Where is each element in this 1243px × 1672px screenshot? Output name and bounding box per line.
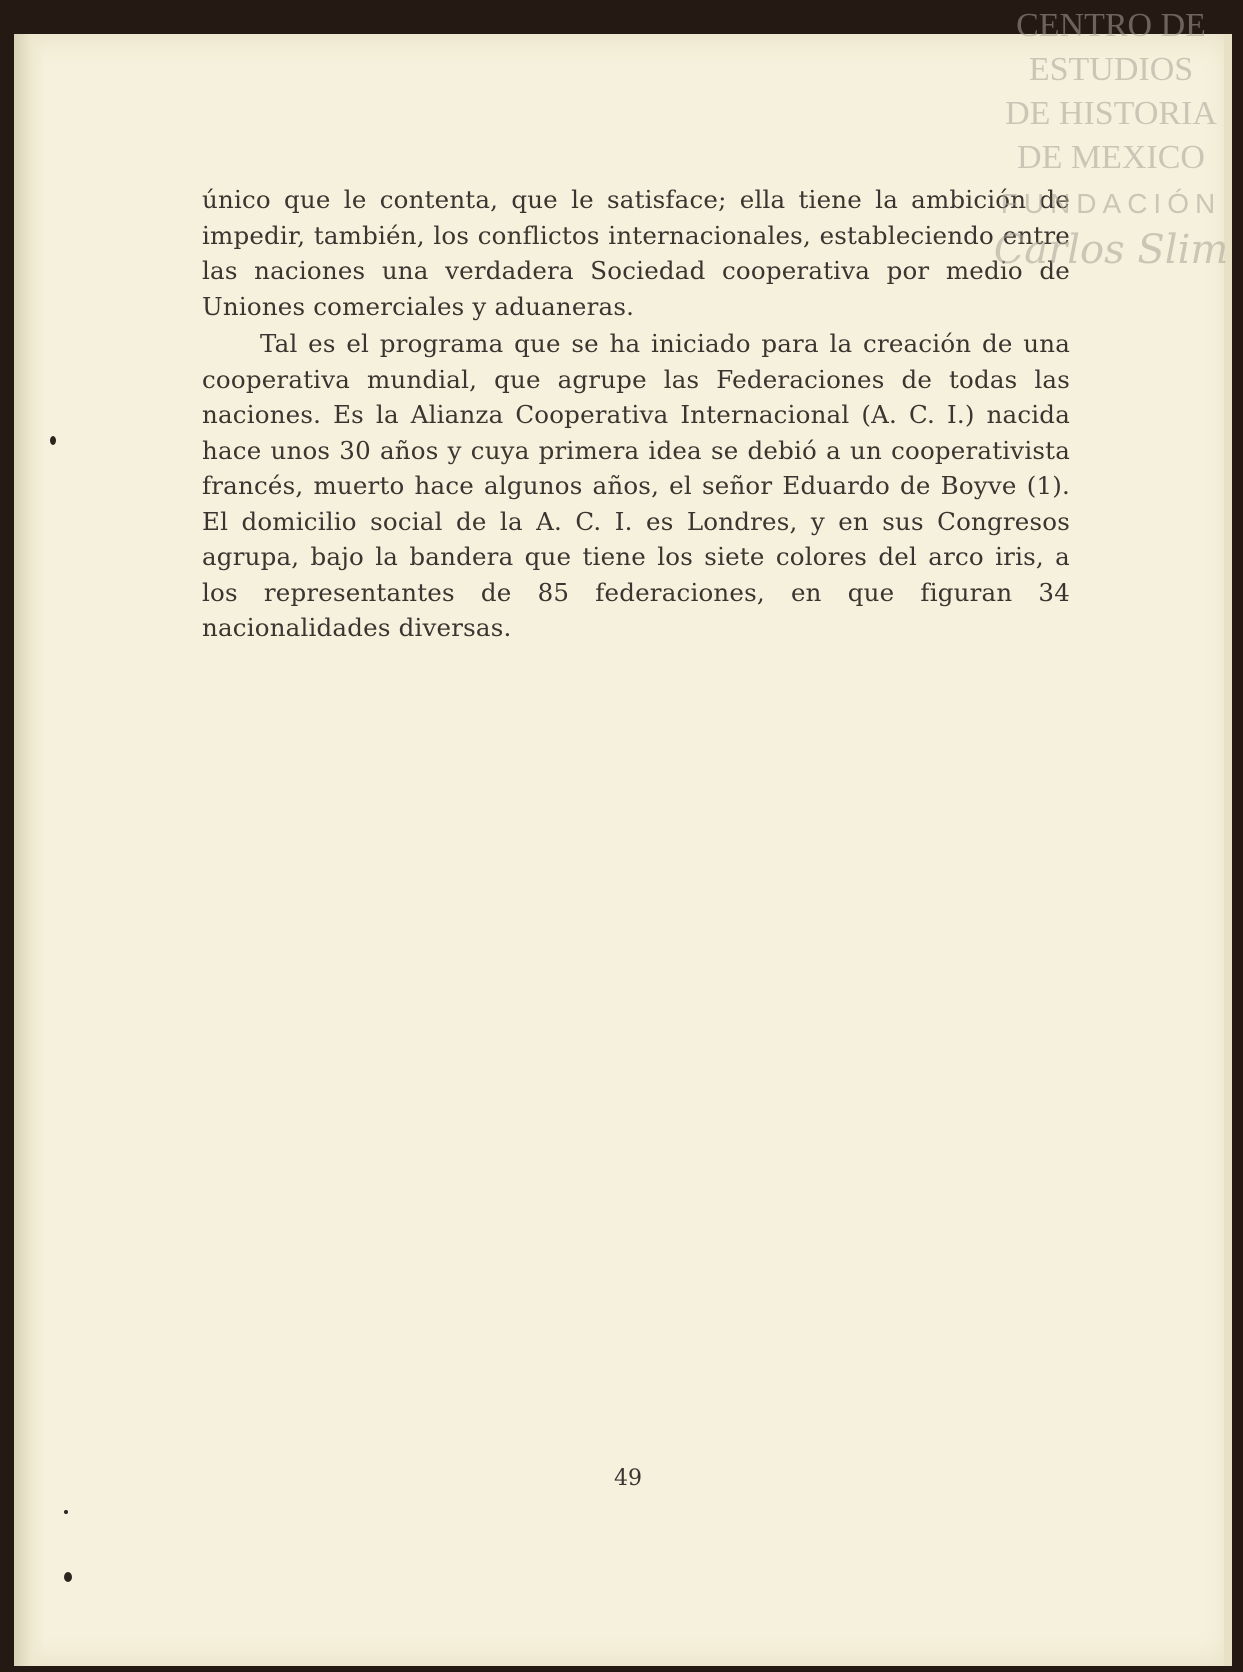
watermark-line-2: ESTUDIOS	[1028, 51, 1194, 88]
ink-speck	[64, 1510, 68, 1514]
ink-speck	[50, 436, 56, 445]
torn-left-edge	[14, 34, 44, 1666]
right-edge	[1224, 34, 1232, 1666]
paragraph-1: único que le contenta, que le satisface; ella tiene la ambición de impedir, también, los conflictos internacionales, estableciendo entre las naciones una verdadera Sociedad cooperativa por medio de Uniones comerciales y aduaneras.	[202, 185, 1070, 321]
watermark-subtitle: FUNDACIÓN	[1000, 188, 1222, 219]
watermark-line-3: DE HISTORIA	[1005, 95, 1217, 132]
ink-speck	[64, 1572, 72, 1582]
page-number: 49	[614, 1466, 642, 1491]
archive-watermark	[991, 4, 1231, 274]
watermark-signature: Carlos Slim	[993, 227, 1229, 273]
body-text	[202, 182, 1070, 646]
paragraph-2: Tal es el programa que se ha iniciado para la creación de una cooperativa mundial, que agrupe las Federaciones de todas las naciones. Es la Alianza Cooperativa Internacional (A. C. I.) nacida hace unos 30 años y cuya primera idea se debió a un cooperativista francés, muerto hace algunos años, el señor Eduardo de Boyve (1). El domicilio social de la A. C. I. es Londres, y en sus Congresos agrupa, bajo la bandera que tiene los siete colores del arco iris, a los representantes de 85 federaciones, en que figuran 34 nacionalidades diversas.	[202, 329, 1070, 642]
watermark-line-1: CENTRO DE	[1016, 7, 1206, 44]
watermark-line-4: DE MEXICO	[1017, 139, 1205, 176]
paper-sheet	[14, 34, 1232, 1666]
